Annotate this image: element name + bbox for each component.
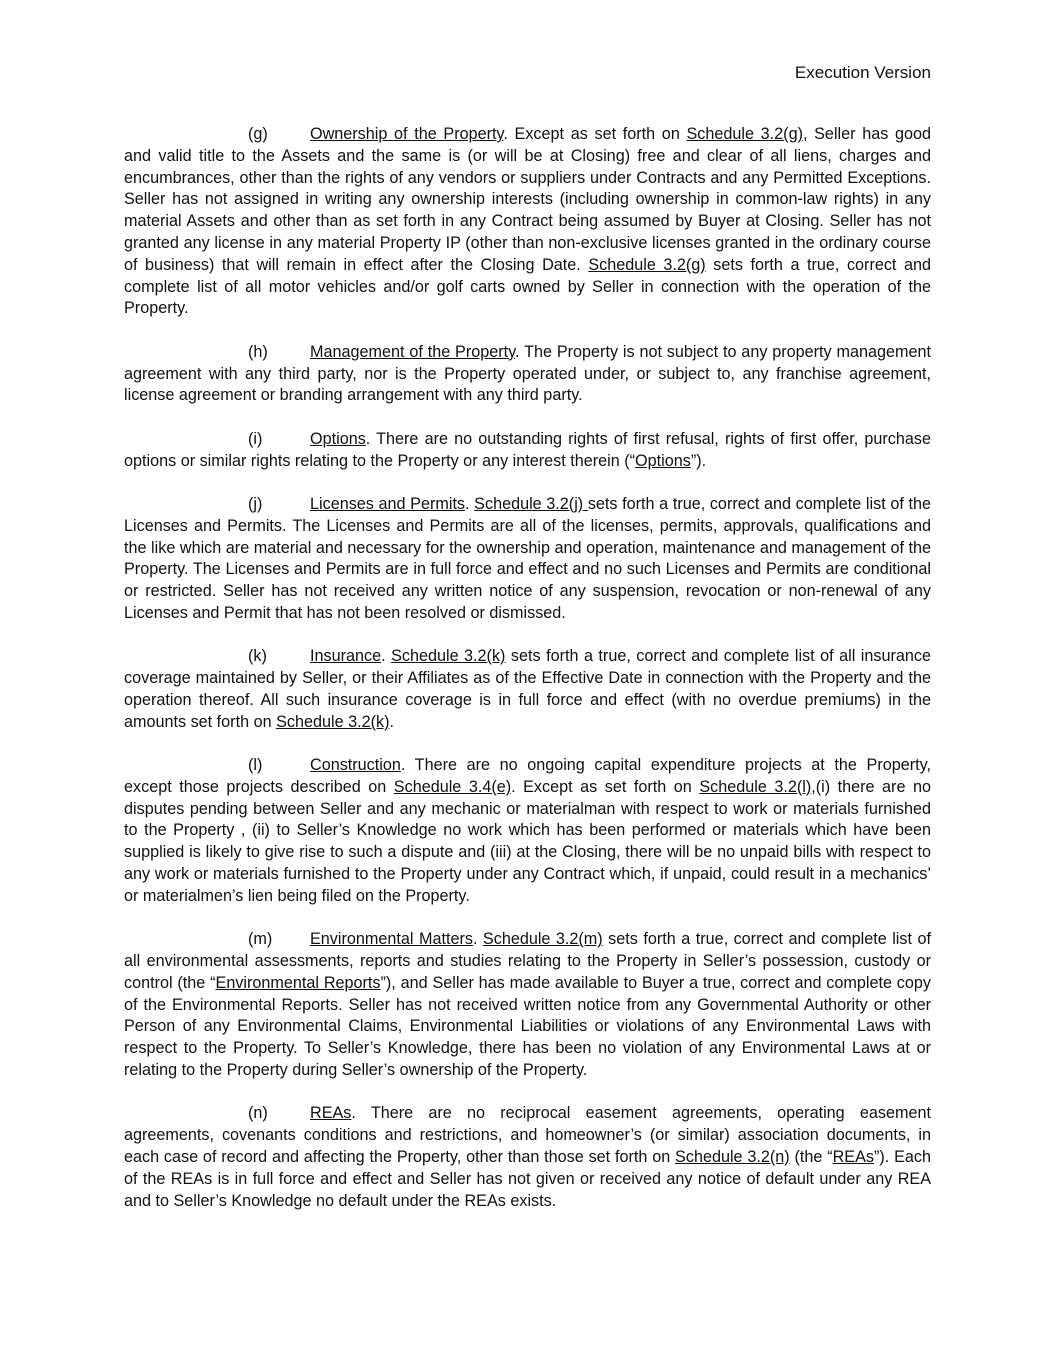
defined-term: Environmental Reports [215,973,381,992]
section-title: REAs [310,1104,352,1123]
section-text: . There are no outstanding rights of first refusal, rights of first offer, purchase options or similar rights relating to the Property or any interest therein (“ [124,429,931,470]
section-text: ”). Each of the REAs is in full force and effect and Seller has not given or received any notice of default under any REA and to Seller’s Knowledge no default under the REAs exists. [124,1148,931,1210]
section-text: . The Property is not subject to any property management agreement with any third party, nor is the Property operated under, or subject to, any franchise agreement, license agreement or branding arrangement with any third party. [124,342,931,405]
section-h-management [124,342,931,407]
section-text: sets forth a true, correct and complete list of all insurance coverage maintained by Seller, or their Affiliates as of the Effective Date in connection with the Property and the operation thereof. All such insurance coverage is in full force and effect (with no overdue premiums) in the amounts set forth on [124,647,931,731]
section-number: (g) [248,125,268,143]
schedule-reference: Schedule 3.2(n) [675,1148,790,1167]
section-l-construction [124,755,931,908]
document-body [124,124,931,1234]
defined-term: Options [635,451,691,470]
defined-term: REAs [832,1148,874,1167]
section-n-reas [124,1103,931,1212]
section-text: . Except as set forth on [503,125,687,143]
section-text: . [465,494,475,513]
section-g-ownership [124,124,931,320]
section-number: (i) [248,429,263,448]
execution-version-header: Execution Version [794,63,931,82]
section-number: (j) [248,494,263,513]
section-text: . [381,647,392,666]
section-number: (l) [248,756,263,775]
schedule-reference: Schedule 3.2(l) [699,777,812,796]
section-number: (h) [248,342,268,361]
section-title: Ownership of the Property [310,125,504,143]
section-title: Management of the Property [310,342,516,361]
schedule-reference: Schedule 3.2(j) [474,494,588,513]
section-text: ”). [690,451,707,470]
section-text: . [472,930,483,949]
schedule-reference: Schedule 3.2(g) [588,255,706,274]
section-text: . [389,712,394,731]
section-text: . Except as set forth on [511,777,700,796]
section-text: . There are no reciprocal easement agreements, operating easement agreements, covenants conditions and restrictions, and homeowner’s (or similar) association documents, in each case of record and affecting the Property, other than those set forth on [124,1104,931,1167]
section-k-insurance [124,646,931,733]
section-text: sets forth a true, correct and complete list of the Licenses and Permits. The Licenses and Permits are all of the licenses, permits, approvals, qualifications and the like which are material and necessary for the ownership and operation, maintenance and management of the Property. The Licenses and Permits are in full force and effect and no such Licenses and Permits are conditional or restricted. Seller has not received any written notice of any suspension, revocation or non-renewal of any Licenses and Permit that has not been resolved or dismissed. [124,494,931,622]
section-title: Insurance [310,647,382,666]
schedule-reference: Schedule 3.2(k) [391,647,506,666]
section-j-licenses [124,494,931,625]
schedule-reference: Schedule 3.2(m) [482,930,603,949]
schedule-reference: Schedule 3.2(k) [276,712,390,731]
section-text: . There are no ongoing capital expenditure projects at the Property, except those projects described on [124,756,931,796]
section-text: sets forth a true, correct and complete list of all motor vehicles and/or golf carts owned by Seller in connection with the operation of the Property. [124,255,931,318]
section-title: Options [310,429,366,448]
schedule-reference: Schedule 3.2(g) [686,125,803,143]
section-text: , Seller has good and valid title to the Assets and the same is (or will be at Closing) free and clear of all liens, charges and encumbrances, other than the rights of any vendors or suppliers under Contracts and any Permitted Exceptions. Seller has not assigned in writing any ownership interests (including ownership in common-law rights) in any material Assets and other than as set forth in any Contract being assumed by Buyer at Closing. Seller has not granted any license in any material Property IP (other than non-exclusive licenses granted in the ordinary course of business) that will remain in effect after the Closing Date. [124,125,931,274]
section-m-environmental [124,929,931,1082]
section-text: ”), and Seller has made available to Buyer a true, correct and complete copy of the Environmental Reports. Seller has not received written notice from any Governmental Authority or other Person of any Environmental Claims, Environmental Liabilities or violations of any Environmental Laws with respect to the Property. To Seller’s Knowledge, there has been no violation of any Environmental Laws at or relating to the Property during Seller’s ownership of the Property. [124,973,931,1080]
section-number: (n) [248,1104,268,1123]
section-text: (the “ [789,1148,833,1167]
section-i-options [124,429,931,473]
section-title: Construction [310,756,401,775]
schedule-reference: Schedule 3.4(e) [393,777,512,796]
section-text: sets forth a true, correct and complete list of all environmental assessments, reports and studies relating to the Property in Seller’s possession, custody or control (the “ [124,930,931,992]
section-number: (k) [248,647,267,666]
section-number: (m) [248,930,273,949]
section-text: ,(i) there are no disputes pending between Seller and any mechanic or materialman with respect to work or materials furnished to the Property , (ii) to Seller’s Knowledge no work which has been performed or materials which have been supplied is likely to give rise to such a dispute and (iii) at the Closing, there will be no unpaid bills with respect to any work or materials furnished to the Property under any Contract which, if unpaid, could result in a mechanics’ or materialmen’s lien being filed on the Property. [124,777,931,905]
section-title: Licenses and Permits [310,494,466,513]
section-title: Environmental Matters [310,930,473,949]
